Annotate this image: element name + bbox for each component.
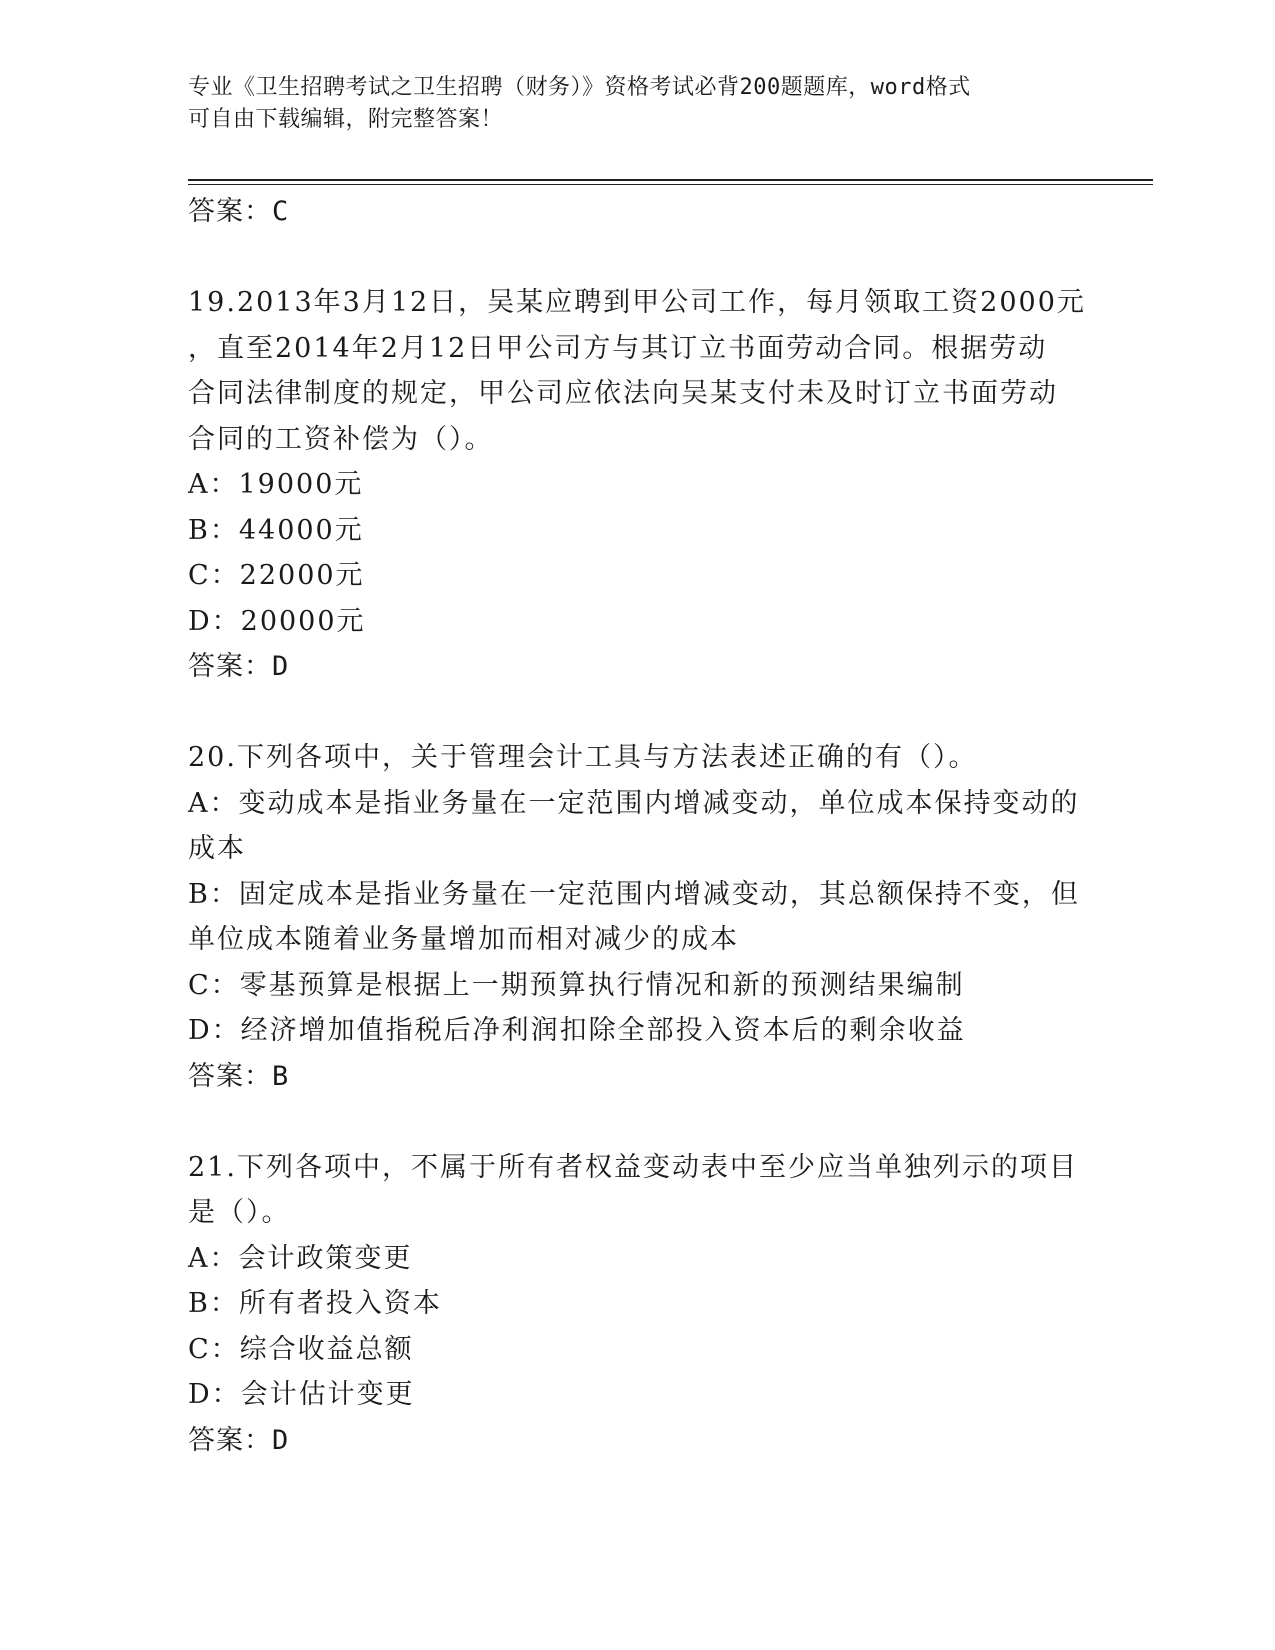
option-a: A：变动成本是指业务量在一定范围内增减变动，单位成本保持变动的 [188,787,1080,819]
header-line-2: 可自由下载编辑，附完整答案！ [188,107,504,132]
option-b: B：固定成本是指业务量在一定范围内增减变动，其总额保持不变，但 [188,878,1080,910]
option-b: B：所有者投入资本 [188,1288,442,1319]
question-block [188,1145,1088,1464]
answer-line: 答案：D [188,1424,290,1456]
option-d: D：20000元 [188,605,366,637]
header-line-1: 专业《卫生招聘考试之卫生招聘（财务）》资格考试必背200题题库，word格式 [188,75,971,100]
answer-line: 答案：D [188,651,290,682]
option-c: C：零基预算是根据上一期预算执行情况和新的预测结果编制 [188,969,965,1001]
question-stem-line: ，直至2014年2月12日甲公司方与其订立书面劳动合同。根据劳动 [188,332,1048,364]
header-rule-thick [188,179,1153,181]
question-stem-line: 19.2013年3月12日，吴某应聘到甲公司工作，每月领取工资2000元 [188,287,1086,318]
previous-answer: 答案：C [188,196,290,227]
option-b: B：44000元 [188,514,364,546]
question-stem-line: 合同的工资补偿为（）。 [188,423,494,455]
option-a: A：会计政策变更 [188,1242,413,1274]
document-header [188,72,1068,136]
question-stem-line: 是（）。 [188,1197,291,1228]
option-d: D：会计估计变更 [188,1379,415,1410]
header-rule-thin [188,184,1153,185]
option-a-continued: 成本 [188,833,246,864]
option-b-continued: 单位成本随着业务量增加而相对减少的成本 [188,924,739,955]
question-stem-line: 合同法律制度的规定，甲公司应依法向吴某支付未及时订立书面劳动 [188,378,1058,409]
question-stem-line: 21.下列各项中，不属于所有者权益变动表中至少应当单独列示的项目 [188,1151,1078,1183]
option-d: D：经济增加值指税后净利润扣除全部投入资本后的剩余收益 [188,1015,966,1046]
option-c: C：综合收益总额 [188,1333,414,1365]
answer-line: 答案：B [188,1060,290,1092]
question-block [188,735,1088,1099]
spacer [188,1099,1088,1145]
spacer [188,690,1088,736]
spacer [188,235,1088,281]
question-block [188,280,1088,690]
option-c: C：22000元 [188,560,365,591]
option-a: A：19000元 [188,469,364,500]
question-stem-line: 20.下列各项中，关于管理会计工具与方法表述正确的有（）。 [188,742,978,773]
question-content [188,189,1088,1463]
